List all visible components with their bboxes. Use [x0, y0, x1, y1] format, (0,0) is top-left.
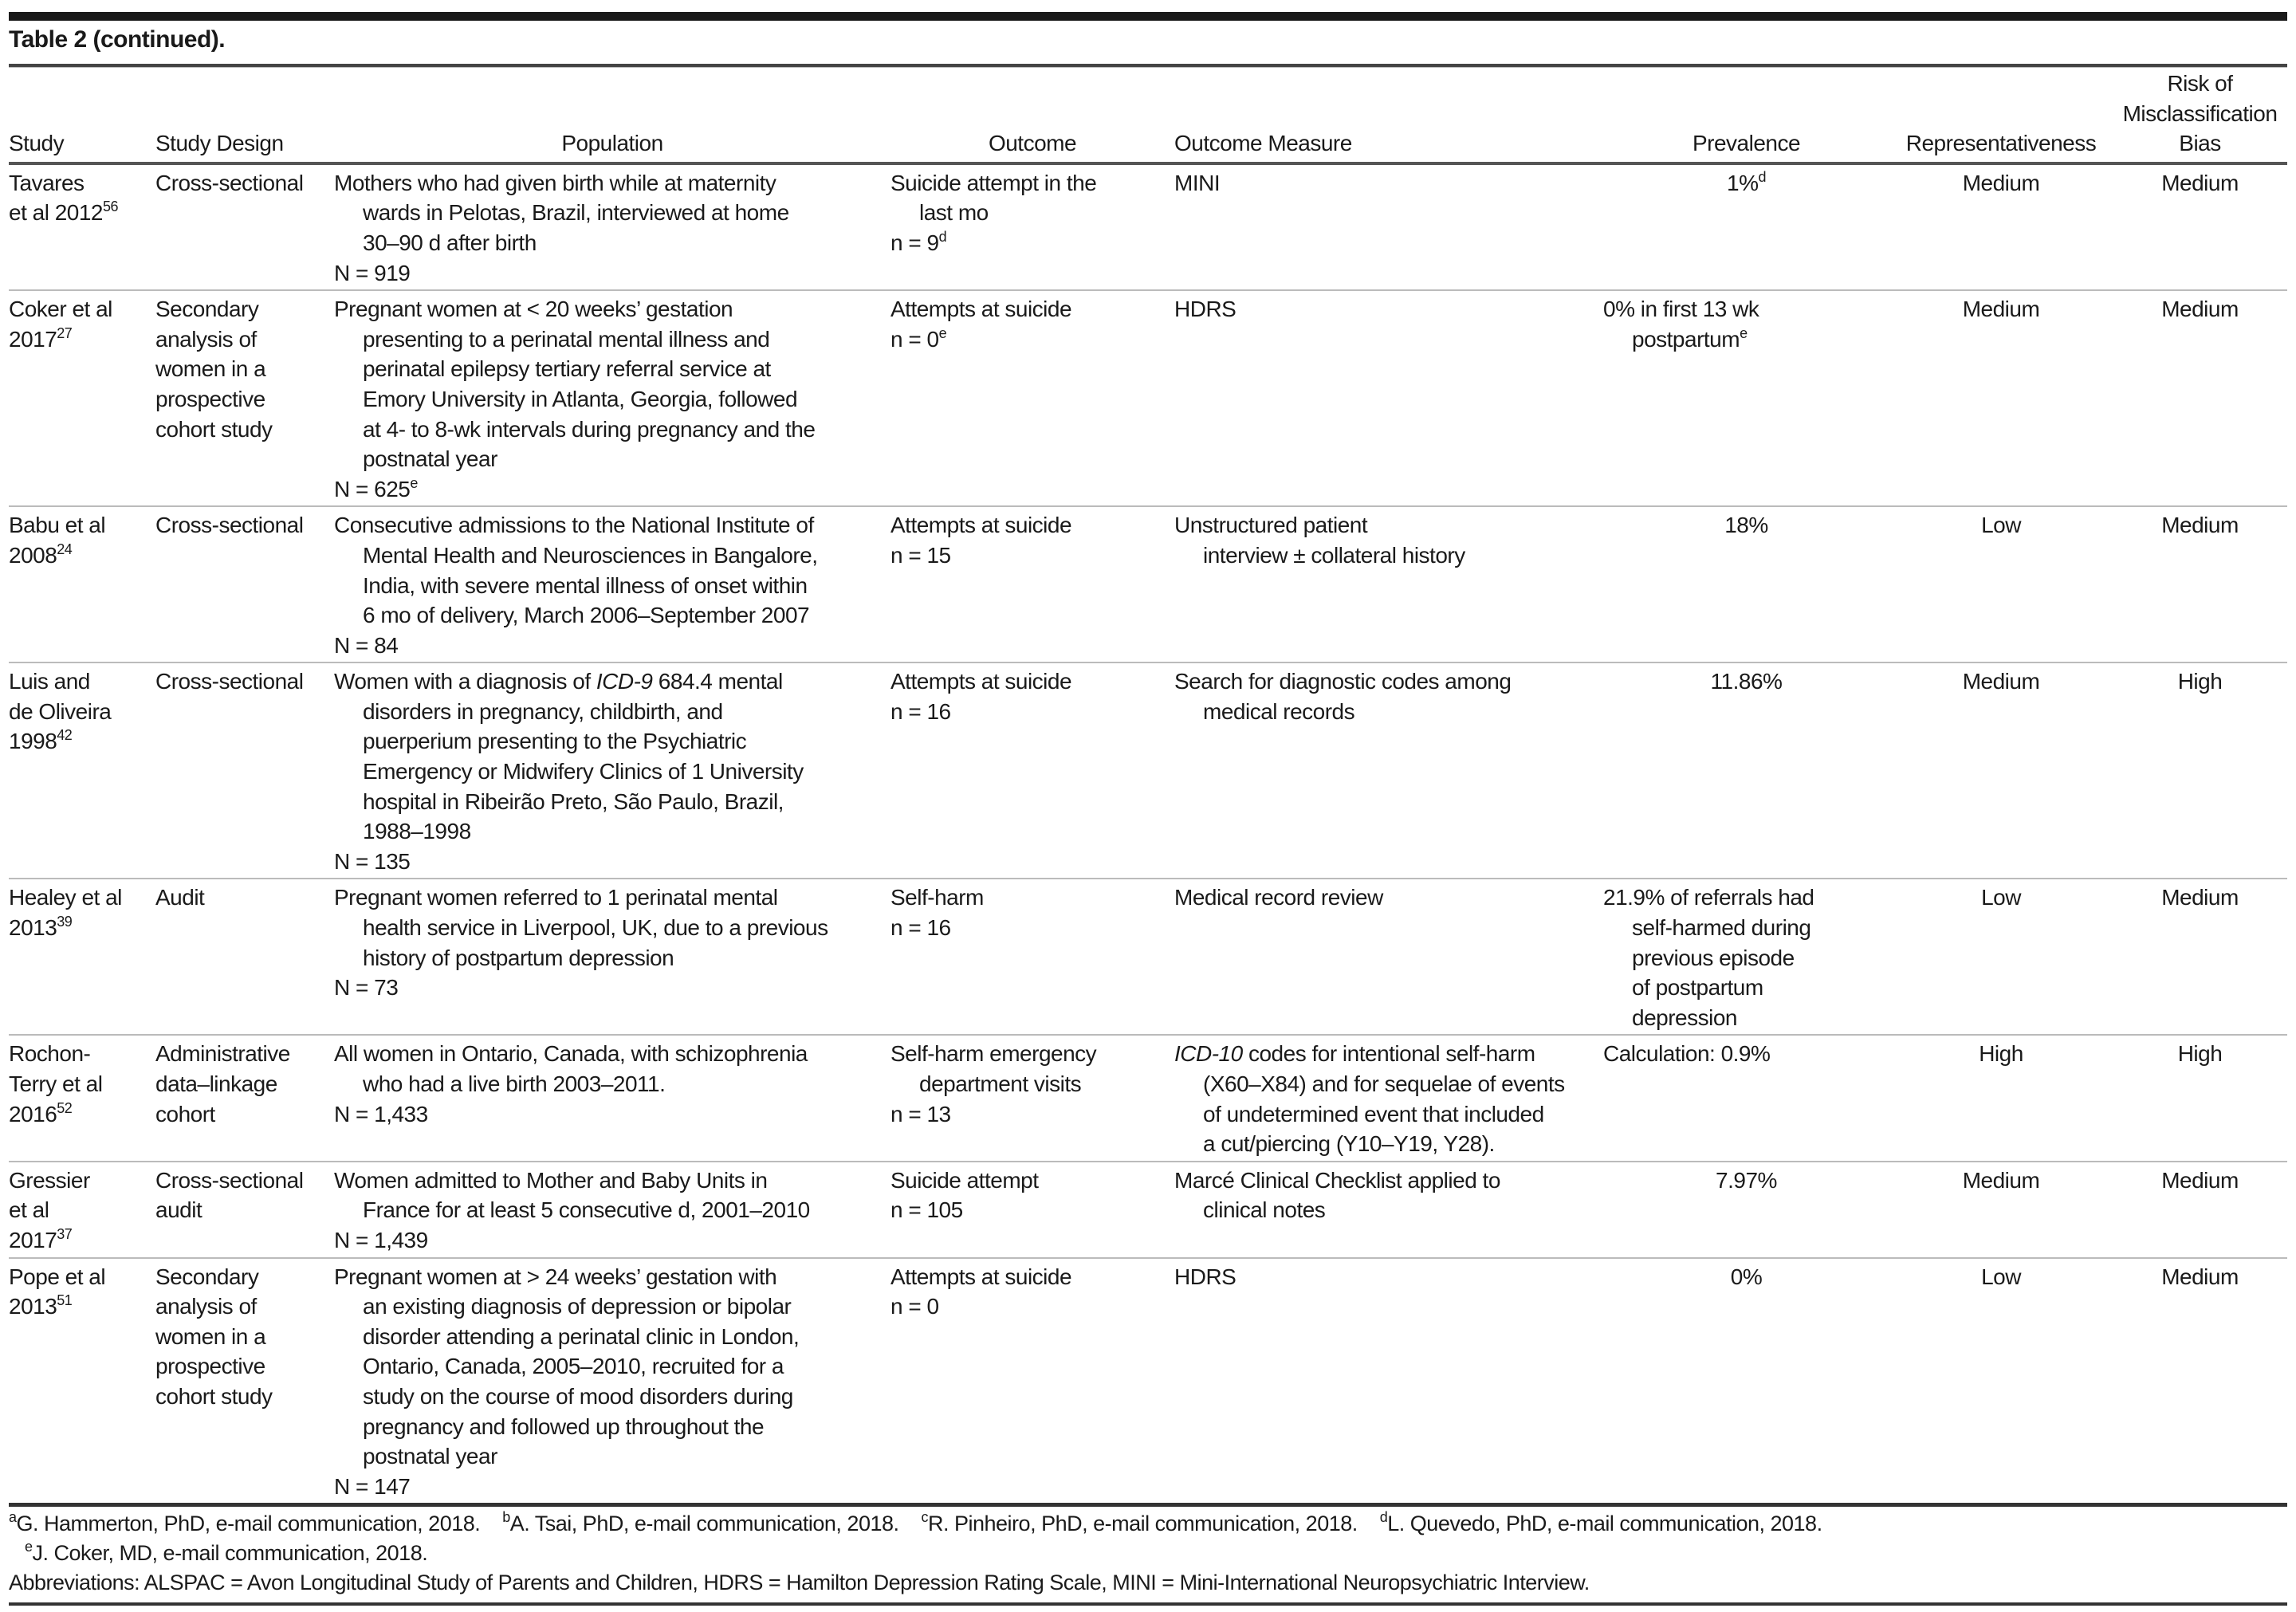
header-label: Representativeness	[1905, 131, 2097, 156]
measure-cell	[1174, 1162, 1603, 1258]
population-cell	[334, 163, 890, 290]
design-cell-line: Cross-sectional	[155, 170, 304, 195]
design-cell-line: prospective	[155, 1354, 265, 1379]
prevalence-line: 0% in first 13 wk	[1603, 297, 1759, 322]
design-cell-line: audit	[155, 1197, 202, 1223]
prevalence-cell	[1603, 290, 1889, 506]
design-cell-line: analysis of	[155, 1294, 257, 1319]
footnote: $^a$G. Hammerton, PhD, e-mail communication, 2018.	[9, 1509, 481, 1535]
outcome-cell-line: last mo	[919, 200, 989, 226]
prevalence-line: Calculation: 0.9%	[1603, 1041, 1771, 1067]
population-cell-line: France for at least 5 consecutive d, 2001–2010	[363, 1197, 810, 1223]
population-cell-line: Emergency or Midwifery Clinics of 1 University	[363, 759, 804, 784]
representativeness-cell: Medium	[1962, 1167, 2040, 1193]
design-cell	[155, 662, 334, 879]
column-header-study-design	[155, 69, 334, 163]
population-cell	[334, 662, 890, 879]
outcome-cell-count: $n = 9^d$	[890, 228, 947, 255]
measure-cell-line: Search for diagnostic codes among	[1174, 669, 1512, 694]
outcome-cell-line: department visits	[919, 1071, 1082, 1096]
measure-cell-line: interview ± collateral history	[1203, 542, 1465, 568]
study-cell	[9, 662, 155, 879]
outcome-cell-count: $n = 0^e$	[890, 324, 947, 352]
risk-cell: Medium	[2161, 297, 2239, 322]
measure-cell-line: of undetermined event that included	[1203, 1101, 1544, 1126]
population-cell-line: Consecutive admissions to the National Institute of	[334, 513, 814, 538]
column-header-study	[9, 69, 155, 163]
measure-cell-line: clinical notes	[1203, 1197, 1326, 1223]
study-cell	[9, 1258, 155, 1505]
study-cell	[9, 879, 155, 1035]
italic-term: ICD-10	[1174, 1041, 1243, 1067]
outcome-cell-count: n = 0	[890, 1294, 939, 1319]
measure-cell	[1174, 506, 1603, 662]
population-cell-line: pregnancy and followed up throughout the	[363, 1413, 765, 1439]
prevalence-line: of postpartum	[1632, 975, 1763, 1001]
population-cell-line: wards in Pelotas, Brazil, interviewed at home	[363, 200, 789, 226]
population-cell-line: All women in Ontario, Canada, with schizophrenia	[334, 1041, 808, 1067]
risk-cell: Medium	[2161, 885, 2239, 910]
prevalence-cell	[1603, 1162, 1889, 1258]
population-cell-line: at 4- to 8-wk intervals during pregnancy and the	[363, 416, 816, 442]
footnote-marker: a	[9, 1509, 17, 1525]
study-cell-line: Terry et al	[9, 1071, 103, 1096]
footnote-line-1	[9, 1509, 2287, 1539]
study-cell-line: 2013$^{39}$	[9, 914, 73, 941]
population-cell	[334, 506, 890, 662]
study-cell-line: Tavares	[9, 170, 85, 195]
footnote: $^c$R. Pinheiro, PhD, e-mail communication, 2018.	[921, 1509, 1358, 1535]
outcome-cell	[890, 879, 1174, 1035]
design-cell	[155, 290, 334, 506]
superscript: 27	[57, 324, 73, 341]
measure-cell	[1174, 163, 1603, 290]
header-label: Outcome	[988, 131, 1077, 156]
population-cell-line: postnatal year	[363, 446, 497, 472]
header-row	[9, 69, 2287, 163]
prevalence-cell	[1603, 506, 1889, 662]
outcome-cell	[890, 1258, 1174, 1505]
population-cell-line: 1988–1998	[363, 819, 471, 844]
measure-cell-line: ICD-10 codes for intentional self-harm	[1174, 1041, 1535, 1067]
title-rule	[9, 64, 2287, 68]
design-cell-line: cohort	[155, 1101, 215, 1126]
study-cell-line: Gressier	[9, 1167, 90, 1193]
measure-cell-line: medical records	[1203, 698, 1355, 724]
study-cell-line: de Oliveira	[9, 698, 112, 724]
superscript: d	[1758, 168, 1766, 185]
prevalence-line: 1%$^d$	[1727, 168, 1766, 195]
study-cell-line: 2017$^{27}$	[9, 324, 73, 352]
outcome-cell-line: Suicide attempt	[890, 1167, 1039, 1193]
risk-cell: Medium	[2161, 1167, 2239, 1193]
prevalence-line: 11.86%	[1710, 669, 1783, 694]
design-cell-line: prospective	[155, 386, 265, 411]
outcome-cell-line: Self-harm emergency	[890, 1041, 1097, 1067]
measure-cell-line: a cut/piercing (Y10–Y19, Y28).	[1203, 1131, 1495, 1157]
header-label: Study Design	[155, 131, 284, 156]
footnote-line-2	[9, 1539, 2287, 1568]
prevalence-line: 18%	[1724, 513, 1768, 538]
outcome-cell-line: Attempts at suicide	[890, 297, 1072, 322]
outcome-cell-count: n = 13	[890, 1101, 951, 1126]
outcome-cell	[890, 1035, 1174, 1161]
population-cell-count: N = 84	[334, 632, 399, 658]
outcome-cell	[890, 506, 1174, 662]
study-cell-line: Healey et al	[9, 885, 122, 910]
measure-cell	[1174, 1035, 1603, 1161]
representativeness-cell: High	[1979, 1041, 2023, 1067]
superscript: 37	[57, 1225, 73, 1242]
risk-cell: High	[2177, 1041, 2223, 1067]
measure-cell-line: HDRS	[1174, 1264, 1236, 1289]
prevalence-line: 21.9% of referrals had	[1603, 885, 1814, 910]
measure-cell-line: Marcé Clinical Checklist applied to	[1174, 1167, 1500, 1193]
population-cell-line: Pregnant women referred to 1 perinatal mental	[334, 885, 778, 910]
prevalence-line: postpartum$^e$	[1632, 324, 1748, 352]
italic-term: ICD-9	[596, 669, 653, 694]
representativeness-cell: Medium	[1962, 170, 2040, 195]
superscript: 56	[103, 199, 119, 215]
design-cell-line: data–linkage	[155, 1071, 277, 1096]
footnote-marker: c	[921, 1509, 928, 1525]
study-cell-line: Pope et al	[9, 1264, 106, 1289]
measure-cell	[1174, 1258, 1603, 1505]
footnotes	[9, 1509, 2287, 1598]
design-cell-line: women in a	[155, 1323, 266, 1349]
population-cell-count: $N = 625^e$	[334, 474, 418, 501]
population-cell-count: N = 147	[334, 1473, 411, 1499]
prevalence-cell	[1603, 1258, 1889, 1505]
study-cell-line: et al	[9, 1197, 49, 1223]
population-cell-line: disorders in pregnancy, childbirth, and	[363, 698, 723, 724]
study-cell-line: 2016$^{52}$	[9, 1099, 73, 1126]
superscript: 42	[57, 727, 73, 744]
population-cell-line: presenting to a perinatal mental illness and	[363, 326, 770, 352]
design-cell-line: cohort study	[155, 1383, 273, 1409]
column-header-outcome	[890, 69, 1174, 163]
measure-cell-line: Medical record review	[1174, 885, 1383, 910]
outcome-cell-line: Attempts at suicide	[890, 669, 1072, 694]
representativeness-cell: Low	[1981, 1264, 2021, 1289]
outcome-cell-count: n = 16	[890, 698, 951, 724]
header-label: Bias	[2179, 131, 2221, 156]
study-cell-line: 2008$^{24}$	[9, 541, 73, 568]
representativeness-cell: Medium	[1962, 297, 2040, 322]
study-cell-line: et al 2012$^{56}$	[9, 199, 119, 226]
study-cell	[9, 163, 155, 290]
design-cell-line: women in a	[155, 356, 266, 382]
population-cell-count: N = 1,433	[334, 1101, 428, 1126]
superscript: 39	[57, 914, 73, 930]
outcome-cell-line: Suicide attempt in the	[890, 170, 1097, 195]
design-cell-line: Audit	[155, 885, 205, 910]
study-cell	[9, 506, 155, 662]
outcome-cell-count: n = 16	[890, 915, 951, 941]
top-rule	[9, 12, 2287, 21]
prevalence-line: 0%	[1730, 1264, 1763, 1289]
design-cell	[155, 163, 334, 290]
population-cell-count: N = 919	[334, 260, 411, 285]
population-cell-line: Mothers who had given birth while at maternity	[334, 170, 776, 195]
risk-cell: Medium	[2161, 513, 2239, 538]
footnote-marker: b	[502, 1509, 510, 1525]
population-cell-line: an existing diagnosis of depression or bipolar	[363, 1294, 792, 1319]
population-cell	[334, 879, 890, 1035]
population-cell-line: postnatal year	[363, 1444, 497, 1469]
column-header-representativeness	[1889, 69, 2113, 163]
design-cell-line: Secondary	[155, 1264, 259, 1289]
population-cell-count: N = 135	[334, 848, 411, 874]
study-cell-line: 1998$^{42}$	[9, 727, 73, 754]
header-label: Risk of	[2167, 71, 2233, 96]
population-cell-line: study on the course of mood disorders during	[363, 1383, 793, 1409]
superscript: e	[1740, 324, 1748, 341]
prevalence-cell	[1603, 879, 1889, 1035]
population-cell-line: puerperium presenting to the Psychiatric	[363, 729, 747, 754]
population-cell	[334, 1035, 890, 1161]
prevalence-cell	[1603, 662, 1889, 879]
footnote: $^d$L. Quevedo, PhD, e-mail communication, 2018.	[1379, 1509, 1822, 1535]
table-row	[9, 163, 2287, 290]
risk-cell: Medium	[2161, 170, 2239, 195]
study-cell-line: Coker et al	[9, 297, 112, 322]
outcome-cell	[890, 290, 1174, 506]
header-label: Outcome Measure	[1174, 131, 1352, 156]
table-row	[9, 290, 2287, 506]
bottom-rule	[9, 1602, 2287, 1606]
prevalence-line: self-harmed during	[1632, 915, 1811, 941]
table-row	[9, 1035, 2287, 1161]
outcome-cell-count: n = 15	[890, 542, 951, 568]
population-cell-line: Women admitted to Mother and Baby Units in	[334, 1167, 768, 1193]
design-cell-line: Cross-sectional	[155, 669, 304, 694]
table-row	[9, 1258, 2287, 1505]
population-cell-line: Mental Health and Neurosciences in Bangalore,	[363, 542, 818, 568]
population-cell	[334, 1162, 890, 1258]
design-cell	[155, 1035, 334, 1161]
prevalence-line: 7.97%	[1716, 1167, 1777, 1193]
population-cell-line: 30–90 d after birth	[363, 230, 537, 255]
outcome-cell-line: Attempts at suicide	[890, 513, 1072, 538]
table-row	[9, 662, 2287, 879]
representativeness-cell: Medium	[1962, 669, 2040, 694]
study-cell	[9, 290, 155, 506]
population-cell-count: N = 1,439	[334, 1227, 428, 1252]
population-cell-line: Ontario, Canada, 2005–2010, recruited for a	[363, 1354, 784, 1379]
design-cell-line: Secondary	[155, 297, 259, 322]
column-header-population	[334, 69, 890, 163]
design-cell	[155, 879, 334, 1035]
table-row	[9, 879, 2287, 1035]
measure-cell	[1174, 290, 1603, 506]
population-cell-line: 6 mo of delivery, March 2006–September 2007	[363, 603, 810, 628]
population-cell-line: Pregnant women at < 20 weeks’ gestation	[334, 297, 733, 322]
design-cell-line: Cross-sectional	[155, 513, 304, 538]
population-cell-line: history of postpartum depression	[363, 945, 674, 970]
design-cell-line: analysis of	[155, 326, 257, 352]
population-cell	[334, 1258, 890, 1505]
representativeness-cell: Low	[1981, 513, 2021, 538]
footnote-marker: d	[1379, 1509, 1388, 1525]
population-cell-line: Women with a diagnosis of ICD-9 684.4 mental	[334, 669, 783, 694]
design-cell	[155, 1258, 334, 1505]
population-cell-line: health service in Liverpool, UK, due to a previous	[363, 915, 828, 941]
population-cell-line: Pregnant women at > 24 weeks’ gestation with	[334, 1264, 777, 1289]
footnote-marker: e	[25, 1539, 33, 1555]
study-cell-line: 2013$^{51}$	[9, 1292, 73, 1319]
outcome-cell-line: Attempts at suicide	[890, 1264, 1072, 1289]
outcome-cell-count: n = 105	[890, 1197, 963, 1223]
prevalence-cell	[1603, 163, 1889, 290]
design-cell-line: Cross-sectional	[155, 1167, 304, 1193]
population-cell-line: India, with severe mental illness of onset within	[363, 572, 808, 598]
header-label: Study	[9, 131, 65, 156]
table-row	[9, 506, 2287, 662]
measure-cell	[1174, 879, 1603, 1035]
measure-cell-line: MINI	[1174, 170, 1221, 195]
population-cell-count: N = 73	[334, 975, 399, 1001]
outcome-cell	[890, 662, 1174, 879]
measure-cell-line: (X60–X84) and for sequelae of events	[1203, 1071, 1565, 1096]
population-cell-line: hospital in Ribeirão Preto, São Paulo, Brazil,	[363, 788, 784, 814]
table-title: Table 2 (continued).	[9, 26, 226, 53]
population-cell-line: who had a live birth 2003–2011.	[363, 1071, 666, 1096]
risk-cell: High	[2177, 669, 2223, 694]
superscript: e	[938, 324, 947, 341]
study-cell	[9, 1035, 155, 1161]
representativeness-cell: Low	[1981, 885, 2021, 910]
outcome-cell	[890, 163, 1174, 290]
design-cell-line: Administrative	[155, 1041, 290, 1067]
prevalence-line: depression	[1632, 1005, 1737, 1030]
study-cell-line: Luis and	[9, 669, 90, 694]
superscript: 52	[57, 1099, 73, 1116]
design-cell-line: cohort study	[155, 416, 273, 442]
footnote: $^b$A. Tsai, PhD, e-mail communication, 2018.	[502, 1509, 899, 1535]
superscript: d	[938, 228, 947, 245]
population-cell-line: Emory University in Atlanta, Georgia, followed	[363, 386, 798, 411]
header-label: Population	[561, 131, 663, 156]
measure-cell-line: HDRS	[1174, 297, 1236, 322]
risk-cell: Medium	[2161, 1264, 2239, 1289]
prevalence-cell	[1603, 1035, 1889, 1161]
header-label: Misclassification	[2122, 100, 2278, 126]
superscript: 51	[57, 1292, 73, 1309]
measure-cell-line: Unstructured patient	[1174, 513, 1368, 538]
outcome-cell	[890, 1162, 1174, 1258]
column-header-outcome-measure	[1174, 69, 1603, 163]
population-cell	[334, 290, 890, 506]
superscript: 24	[57, 541, 73, 557]
outcome-cell-line: Self-harm	[890, 885, 984, 910]
header-label: Prevalence	[1692, 131, 1801, 156]
study-cell-line: Rochon-	[9, 1041, 91, 1067]
population-cell-line: perinatal epilepsy tertiary referral service at	[363, 356, 771, 382]
design-cell	[155, 1162, 334, 1258]
abbreviations: Abbreviations: ALSPAC = Avon Longitudinal Study of Parents and Children, HDRS = Hamilton Depression Rating Scale, MINI = Mini-International Neuropsychiatric Interview.	[9, 1571, 1590, 1594]
design-cell	[155, 506, 334, 662]
table-row	[9, 1162, 2287, 1258]
study-cell-line: Babu et al	[9, 513, 106, 538]
footnote-text: J. Coker, MD, e-mail communication, 2018.	[32, 1541, 428, 1565]
study-cell	[9, 1162, 155, 1258]
column-header-risk-of-misclassification-bias	[2113, 69, 2287, 163]
superscript: e	[410, 474, 418, 491]
study-cell-line: 2017$^{37}$	[9, 1225, 73, 1252]
population-cell-line: disorder attending a perinatal clinic in London,	[363, 1323, 800, 1349]
measure-cell	[1174, 662, 1603, 879]
column-header-prevalence	[1603, 69, 1889, 163]
studies-table	[9, 69, 2287, 1507]
prevalence-line: previous episode	[1632, 945, 1795, 970]
